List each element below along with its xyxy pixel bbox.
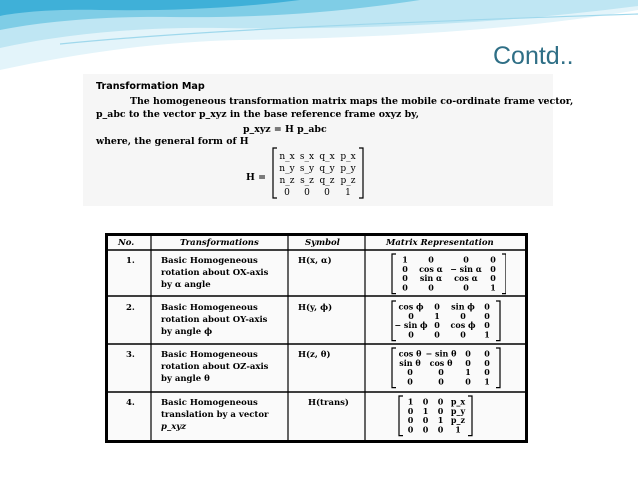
row-2-symbol: H(y, ϕ) xyxy=(298,303,333,313)
row-1-matrix-cell-3-2: sin α xyxy=(419,273,443,284)
row-2-matrix-cell-1-1: cos ϕ xyxy=(398,301,424,312)
h-matrix-cell-1-1: n_x xyxy=(279,152,295,162)
row-1-number: 1. xyxy=(126,256,135,266)
row-3-matrix-cell-4-4: 1 xyxy=(484,376,490,387)
row-1-matrix-cell-2-1: 0 xyxy=(402,263,408,274)
h-matrix-cell-3-4: p_z xyxy=(340,176,356,186)
row-4-desc-line-2: translation by a vector xyxy=(161,410,269,420)
row-2-matrix-cell-4-4: 1 xyxy=(484,329,490,340)
excerpt-equation: p_xyz = H p_abc xyxy=(243,124,327,135)
excerpt-line-3: where, the general form of H xyxy=(96,136,249,147)
right-bracket xyxy=(359,148,363,198)
row-2-matrix-cell-2-3: 0 xyxy=(460,310,466,321)
row-1-matrix-cell-2-4: 0 xyxy=(490,263,496,274)
header-matrix-representation: Matrix Representation xyxy=(386,238,494,248)
h-matrix-cell-4-2: 0 xyxy=(304,188,310,198)
row-2-matrix-cell-3-1: − sin ϕ xyxy=(394,320,428,331)
row-4-matrix-cell-4-1: 0 xyxy=(407,424,414,435)
row-3-matrix xyxy=(391,347,506,389)
row-3-matrix-cell-4-1: 0 xyxy=(407,376,413,387)
row-3-matrix-cell-3-2: 0 xyxy=(438,367,444,378)
row-2-matrix-cell-2-4: 0 xyxy=(484,310,490,321)
row-4-number: 4. xyxy=(126,398,135,408)
row-4-matrix-cell-4-4: 1 xyxy=(455,424,461,435)
right-bracket xyxy=(468,396,472,436)
h-matrix-cell-3-2: s_z xyxy=(300,176,314,186)
h-label: H = xyxy=(246,172,266,183)
row-4-matrix-cell-2-3: 0 xyxy=(437,405,444,416)
row-1-desc-line-1: Basic Homogeneous xyxy=(161,256,258,266)
row-2-matrix-cell-4-3: 0 xyxy=(460,329,466,340)
row-3-matrix-cell-3-1: 0 xyxy=(407,367,413,378)
h-matrix-cell-2-4: p_y xyxy=(340,164,356,174)
row-1-desc-line-3: by α angle xyxy=(161,280,211,290)
header-transformations: Transformations xyxy=(180,238,259,248)
row-4-matrix-cell-3-4: p_z xyxy=(450,415,466,426)
row-3-matrix-cell-2-3: 0 xyxy=(465,357,471,368)
row-3-matrix-cell-1-3: 0 xyxy=(465,348,471,359)
row-3-matrix-cell-3-3: 1 xyxy=(465,367,471,378)
h-matrix-cell-4-1: 0 xyxy=(284,188,290,198)
row-3-desc-line-1: Basic Homogeneous xyxy=(161,350,258,360)
row-4-matrix-cell-2-2: 1 xyxy=(422,405,429,416)
row-3-matrix-cell-4-2: 0 xyxy=(438,376,444,387)
h-matrix-cell-4-3: 0 xyxy=(324,188,330,198)
row-2-desc-line-2: rotation about OY-axis xyxy=(161,315,268,325)
row-4-matrix-cell-2-4: p_y xyxy=(450,405,466,416)
left-bracket xyxy=(273,148,277,198)
row-4-matrix xyxy=(398,395,478,437)
slide-title: Contd.. xyxy=(493,42,574,70)
row-3-desc-line-2: rotation about OZ-axis xyxy=(161,362,269,372)
row-2-number: 2. xyxy=(126,303,135,313)
row-3-matrix-cell-2-1: sin θ xyxy=(399,357,421,368)
row-2-matrix-cell-1-2: 0 xyxy=(434,301,440,312)
excerpt-heading: Transformation Map xyxy=(96,81,205,92)
row-2-matrix-cell-1-4: 0 xyxy=(484,301,490,312)
row-3-symbol: H(z, θ) xyxy=(298,350,331,360)
h-matrix-cell-2-1: n_y xyxy=(279,164,295,174)
row-4-desc-line-3: p_xyz xyxy=(161,422,187,432)
row-3-number: 3. xyxy=(126,350,135,360)
row-4-matrix-cell-3-1: 0 xyxy=(407,415,414,426)
transformations-table xyxy=(105,233,528,443)
row-1-symbol: H(x, α) xyxy=(298,256,332,266)
row-2-matrix-cell-2-1: 0 xyxy=(408,310,414,321)
h-matrix-cell-3-3: q_z xyxy=(319,176,335,186)
left-bracket xyxy=(392,348,396,388)
row-1-matrix-cell-3-4: 0 xyxy=(490,273,496,284)
right-bracket xyxy=(502,254,506,294)
row-3-matrix-cell-4-3: 0 xyxy=(465,376,471,387)
excerpt-line-1: The homogeneous transformation matrix maps the mobile co-ordinate frame vector, xyxy=(130,96,574,107)
row-1-matrix-cell-1-3: 0 xyxy=(463,254,469,265)
row-2-matrix-cell-3-4: 0 xyxy=(484,320,490,331)
row-2-matrix-cell-3-2: 0 xyxy=(434,320,440,331)
row-1-matrix-cell-2-2: cos α xyxy=(419,263,443,274)
row-3-desc-line-3: by angle θ xyxy=(161,374,210,384)
row-3-matrix-cell-2-2: cos θ xyxy=(429,357,453,368)
row-2-desc-line-3: by angle ϕ xyxy=(161,327,213,337)
row-1-matrix-cell-4-2: 0 xyxy=(428,282,434,293)
h-matrix-cell-2-3: q_y xyxy=(319,164,335,174)
row-4-matrix-cell-1-2: 0 xyxy=(422,396,429,407)
row-3-matrix-cell-1-2: − sin θ xyxy=(425,348,457,359)
header-symbol: Symbol xyxy=(305,238,340,248)
row-2-matrix-cell-2-2: 1 xyxy=(434,310,440,321)
row-1-matrix-cell-4-3: 0 xyxy=(463,282,469,293)
row-1-matrix-cell-2-3: − sin α xyxy=(450,263,482,274)
row-1-matrix-cell-1-1: 1 xyxy=(402,254,408,265)
general-h-matrix xyxy=(272,147,364,199)
row-1-matrix-cell-4-4: 1 xyxy=(490,282,496,293)
row-2-matrix-cell-3-3: cos ϕ xyxy=(450,320,476,331)
row-2-matrix xyxy=(391,300,506,342)
row-3-matrix-cell-2-4: 0 xyxy=(484,357,490,368)
right-bracket xyxy=(496,348,500,388)
header-no: No. xyxy=(118,238,135,248)
row-1-matrix-cell-4-1: 0 xyxy=(402,282,408,293)
row-1-matrix xyxy=(391,253,506,295)
h-matrix-cell-4-4: 1 xyxy=(345,188,351,198)
row-4-matrix-cell-4-2: 0 xyxy=(422,424,429,435)
row-1-matrix-cell-1-2: 0 xyxy=(428,254,434,265)
row-1-matrix-cell-1-4: 0 xyxy=(490,254,496,265)
row-4-symbol: H(trans) xyxy=(308,398,349,408)
row-3-matrix-cell-1-1: cos θ xyxy=(398,348,422,359)
row-4-matrix-cell-1-3: 0 xyxy=(437,396,444,407)
row-2-desc-line-1: Basic Homogeneous xyxy=(161,303,258,313)
h-matrix-cell-3-1: n_z xyxy=(279,176,295,186)
row-3-matrix-cell-3-4: 0 xyxy=(484,367,490,378)
row-4-matrix-cell-3-3: 1 xyxy=(437,415,444,426)
left-bracket xyxy=(392,254,396,294)
row-2-matrix-cell-4-2: 0 xyxy=(434,329,440,340)
row-4-matrix-cell-2-1: 0 xyxy=(407,405,414,416)
row-1-matrix-cell-3-3: cos α xyxy=(454,273,478,284)
h-matrix-cell-2-2: s_y xyxy=(299,164,315,174)
row-4-matrix-cell-1-1: 1 xyxy=(407,396,414,407)
excerpt-line-2: p_abc to the vector p_xyz in the base reference frame oxyz by, xyxy=(96,109,419,120)
row-1-matrix-cell-3-1: 0 xyxy=(402,273,408,284)
row-4-matrix-cell-1-4: p_x xyxy=(450,396,466,407)
right-bracket xyxy=(496,301,500,341)
h-matrix-cell-1-3: q_x xyxy=(319,152,335,162)
row-1-desc-line-2: rotation about OX-axis xyxy=(161,268,269,278)
h-matrix-cell-1-2: s_x xyxy=(299,152,315,162)
h-matrix-cell-1-4: p_x xyxy=(340,152,356,162)
row-3-matrix-cell-1-4: 0 xyxy=(484,348,490,359)
row-4-desc-line-1: Basic Homogeneous xyxy=(161,398,258,408)
row-4-matrix-cell-3-2: 0 xyxy=(422,415,429,426)
row-2-matrix-cell-1-3: sin ϕ xyxy=(451,301,475,312)
row-4-matrix-cell-4-3: 0 xyxy=(437,424,444,435)
row-2-matrix-cell-4-1: 0 xyxy=(408,329,414,340)
left-bracket xyxy=(399,396,403,436)
